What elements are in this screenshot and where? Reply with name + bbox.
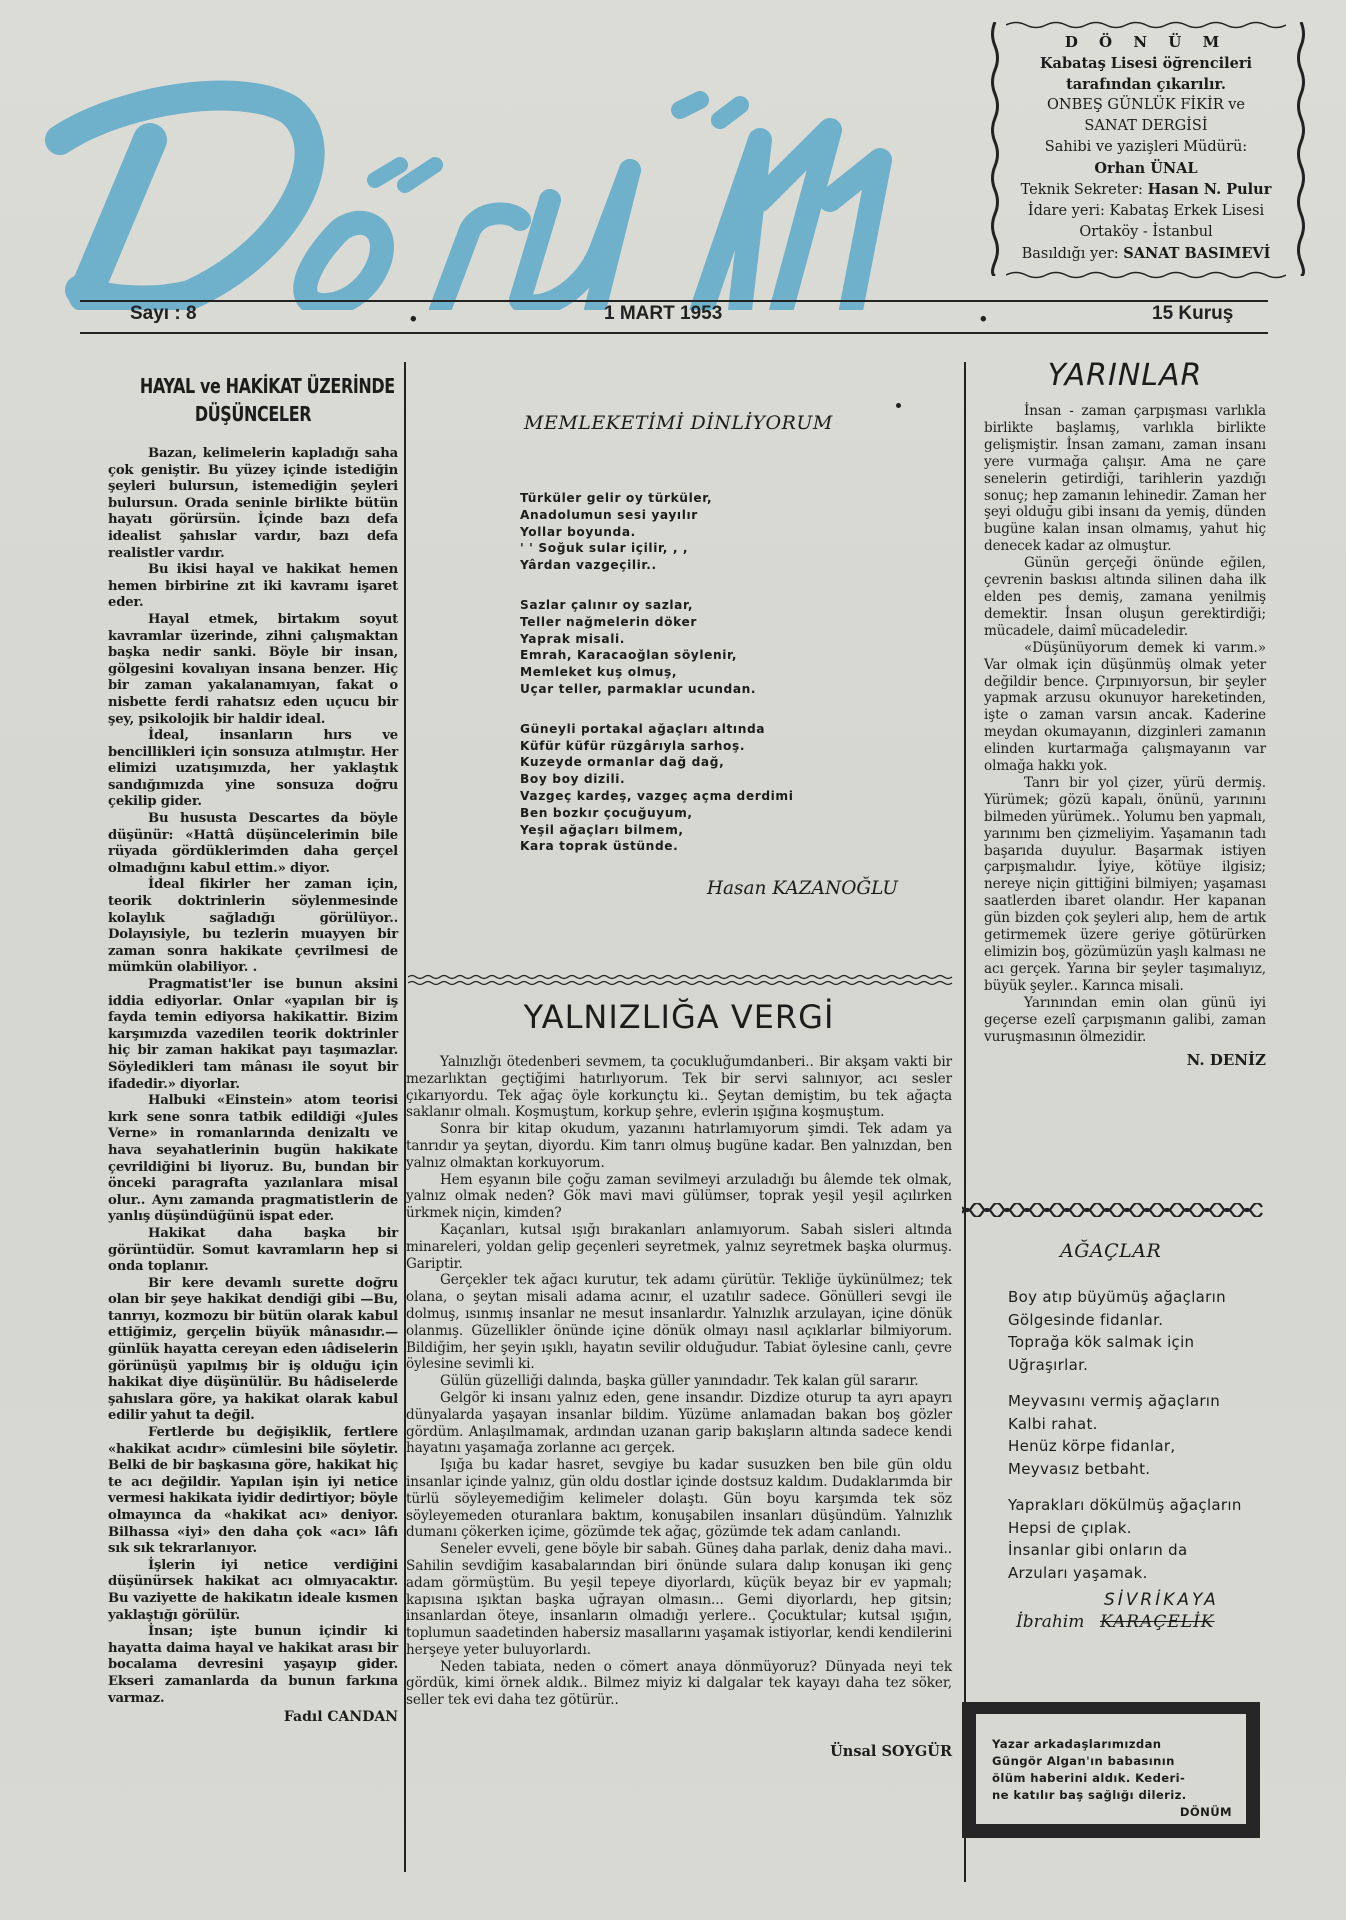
issue-date: 1 MART 1953 [604,303,723,324]
poem-line: Yârdan vazgeçilir.. [520,558,657,573]
notice-line: Yazar arkadaşlarımızdan [992,1737,1162,1751]
poem-line: İnsanlar gibi onların da [1008,1541,1188,1559]
condolence-notice [962,1702,1260,1838]
poem-stanza [1008,1390,1268,1480]
infobox-title: D Ö N Ü M [1064,33,1228,51]
wavy-divider-icon [408,974,956,986]
poem-line: Uğraşırlar. [1008,1355,1089,1374]
infobox-city: Ortaköy - İstanbul [1079,224,1213,240]
paragraph: Halbuki «Einstein» atom teorisi kırk sene sonra tatbik edildiği «Jules Verne» in romanlarında denizaltı ve hava seyahatlerinin bugün hakikate çevrildiğini bi liyoruz. Bu, bundan bir önceki paragrafta yazılanlara misal olur.. Aynı zamanda pragmatistlerin de yanlış düşündüğünü ispat eder. [108,1093,398,1225]
paragraph: Bazan, kelimelerin kapladığı saha çok geniştir. Bu yüzey içinde istediğin şeyleri bulursun, istemediğin şeyleri bulursun. Orada seninle birlikte bütün hayatı görürsün. İçinde bazı defa idealist şahıslar vardır, bazı defa realistler vardır. [108,446,398,561]
article-yarinlar [984,358,1266,1069]
article-title [139,372,395,428]
poem-line: Anadolumun sesi yayılır [520,507,698,522]
article-title: YALNIZLIĞA VERGİ [523,998,835,1036]
poem-line: Meyvasız betbaht. [1008,1459,1151,1478]
paragraph: Kaçanları, kutsal ışığı bırakanları anlamıyorum. Sabah sisleri altında minareleri, yoldan gelip geçenleri seyretmek, yalnız seyretmek başka olurmuş. Gariptir. [406,1221,952,1272]
paragraph: Gülün güzelliği dalında, başka güller yanındadır. Tek kalan gül sararır. [440,1373,919,1390]
ink-speck [896,403,901,408]
article-yalnizliga-vergi [406,998,952,1760]
paragraph: Günün gerçeği önünde eğilen, çevrenin baskısı altında silinen daha ilk elden pes demiş, zamana yenilmiş demektir. İnsan oluşun gerektirdiği; mücadele, daimî mücadeledir. [984,555,1266,639]
paragraph: Sonra bir kitap okudum, yazanını hatırlamıyorum şimdi. Tek adam ya tanrıdır ya şeytan, diyordu. Kim tanrı olmuş bugüne kadar. Ben yalnızdan, ben yalnız olmaktan korkuyorum. [406,1121,952,1171]
paragraph: Pragmatist'ler ise bunun aksini iddia ediyorlar. Onlar «yapılan bir iş fayda temin ediyorsa hakikattir. Bizim karşımızda vazedilen teorik doktrinler hiç bir zaman hakikat payı taşımazlar. Söyledikleri tam mânası ile soyut bir ifadedir.» diyorlar. [108,977,398,1092]
poem-line: Türküler gelir oy türküler, [520,491,713,505]
poem-author [1008,1590,1268,1646]
dateline-bottom-rule [80,332,1268,334]
poem-line: Arzuları yaşamak. [1008,1563,1148,1582]
paragraph: Yalnızlığı ötedenberi sevmem, ta çocukluğumdanberi.. Bir akşam vakti bir mezarlıktan geçtiğimi hatırlıyorum. Tek bir servi salınıyor, acı sesler çıkarıyordu. Tek ağaç öyle korkunçtu ki.. Şeytan demiştim, bu tek ağaçta saklanır olmalı. Koşmuştum, korkup şehre, evlerin ışığına koşmuştum. [406,1054,952,1121]
paragraph: Seneler evveli, gene böyle bir sabah. Güneş daha parlak, deniz daha mavi.. Sahilin sevdiğim kasabalarından biri önünde sulara dalıp konuşan iki genç adam görmüştüm. Bu yeşil tepeye diyorlardı, küçük beyaz bir ev yapmalı; kapısına ışıktan başka uğrayan olmasın... Gemi diyorlardı, hep gitsin; insanlardan öteye, insanların olmadığı yerlere.. Çocuktular; kutsal ışığın, toplumun saadetinden habersiz masallarını yaşamak istiyorlar, kendi kendilerini herşeye yeter buluyorlardı. [406,1541,952,1658]
braid-divider-icon [962,1203,1267,1217]
handwritten-surname: SİVRİKAYA [1104,1590,1219,1610]
tech-value: Hasan N. Pulur [1147,181,1272,198]
notice-line: ölüm haberini aldık. Kederi- [992,1771,1186,1785]
paragraph: Yarınından emin olan günü iyi geçerse ezelî çarpışmanın galibi, zaman vuruşmasının ölmezidir. [984,994,1266,1045]
dateline-top-rule [80,300,1268,302]
infobox-line: tarafından çıkarılır. [1066,76,1226,93]
issue-number: Sayı : 8 [130,303,197,324]
infobox-office [1000,201,1292,222]
notice-signature: DÖNÜM [1179,1805,1232,1819]
article-author: Fadıl CANDAN [283,1709,398,1726]
article-author: N. DENİZ [1186,1051,1266,1070]
poem-line: Boy boy dizili. [520,772,626,787]
infobox-line: Kabataş Lisesi öğrencileri [1039,55,1253,72]
poem-line: Toprağa kök salmak için [1008,1333,1195,1351]
poem-stanza [1008,1494,1268,1584]
poem-line: Kuzeyde ormanlar dağ dağ, [520,755,725,770]
bullet-icon: • [410,309,417,330]
poem-stanza [520,597,920,698]
author-struck-surname: KARAÇELİK [1100,1612,1215,1632]
paragraph: İdeal fikirler her zaman için, teorik doktrinlerin söylenmesinde kolaylık sağladığı görülüyor.. Dolayısiyle, bu tezlerin muayyen bir zaman sonra hakikate çevrilmesi de mümkün olabiliyor. . [108,877,398,976]
poem-line: Memleket kuş olmuş, [520,665,678,680]
wave-border-bottom-icon [1006,270,1286,280]
poem-line: Yeşil ağaçları bilmem, [520,822,684,837]
paragraph: Tanrı bir yol çizer, yürü dermiş. Yürümek; gözü kapalı, önünü, yarınını bilmeden yürümek.. Yolumu ben yapmalı, yarınımı ben çizmeliyim. Yaşamanın tadı başarıda duyulur. Başarmak istiyen çarpışmalıdır. İyiye, kötüye ilgisiz; nereye niçin gittiğini bilmiyen; yaşaması saatlerden ibaret olandır. Her kapanan gün bizden çok şeyleri alıp, hem de artık getirmemek üzere geriye götürürken elimizin boş, gözümüzün yaşlı kalması ne acı gerçek. Yarına bir şeyler taşımalıyız, büyük şeyler.. Karınca misali. [984,774,1266,994]
title-line: HAYAL ve HAKİKAT ÜZERİNDE [139,374,395,398]
poem-line: Güneyli portakal ağaçları altında [520,721,766,736]
paragraph: Işığa bu kadar hasret, sevgiye bu kadar susuzken ben bile gün oldu insanlar içinde yalnız, gün oldu dostlar içinde dostsuz kaldım. Dudaklarımda bir türlü söyleyemediğim kelimeler dolaştı. Gün boyu karşımda tek söz söyleyemeden oturanlara baktım, konuşabilen insanları düşündüm. Yalnızlık dumanı çökerken içime, gözümde tek ağaç, gözümde tek adam canlandı. [406,1457,952,1541]
poem-line: ' ' Soğuk sular içilir, , , [520,541,689,556]
poem-line: Yaprakları dökülmüş ağaçların [1008,1496,1242,1514]
paragraph: Hakikat daha başka bir görüntüdür. Somut kavramların hep si onda toplanır. [108,1225,398,1275]
paragraph: İnsan; işte bunun içindir ki hayatta daima hayal ve hakikat arası bir bocalama devresini yaşayıp gider. Ekseri zamanlarda da bunun farkına varmaz. [108,1624,398,1706]
poem-line: Kalbi rahat. [1008,1414,1098,1433]
office-label: İdare yeri: [1027,203,1105,219]
poem-line: Sazlar çalınır oy sazlar, [520,597,694,612]
paragraph: Gerçekler tek ağacı kurutur, tek adamı çürütür. Tekliğe üykünülmez; tek olana, o şeytan misali adama acınır, el uzatılır sadece. Gönülleri sevgi ile dolmuş, ısınmış insanlar ne mesut insanlardır. Yalnızlık arzulayan, içine dönük olanmış. Güzellikler önünde içine dönük olmayı nasıl açıklarlar bilmiyorum. Bildiğim, her şeyin ışıklı, hayatın sevilir olduğudur. Tabiat öylesine canlı, çevre öylesine sevimli ki. [406,1272,952,1373]
article-title: YARINLAR [1047,358,1203,393]
wave-border-left-icon [990,22,1000,276]
poem-stanza [520,490,920,574]
poem-stanza [1008,1286,1268,1376]
poem-title: MEMLEKETİMİ DİNLİYORUM [524,412,833,434]
poem-line: Vazgeç kardeş, vazgeç açma derdimi [520,788,794,803]
infobox-line: Sahibi ve yazişleri Müdürü: [1044,139,1248,155]
dateline [80,303,1268,329]
poem-line: Henüz körpe fidanlar, [1008,1437,1176,1455]
issue-price: 15 Kuruş [1152,303,1234,324]
paragraph: İdeal, insanların hırs ve bencillikleri için sonsuza atılmıştır. Her elimizi uzatışımızda, her yaklaştık sandığımızda yine sonsuza doğru çekilip gider. [108,728,398,810]
bullet-icon: • [980,309,987,330]
poem-line: Uçar teller, parmaklar ucundan. [520,681,757,696]
poem-line: Hepsi de çıplak. [1008,1518,1132,1537]
publisher-info-box [996,22,1296,276]
paragraph: Hem eşyanın bile çoğu zaman sevilmeyi arzuladığı bu âlemde tek olmak, yalnız olmak neden? Gök mavi mavi gülümser, toprak yeşil yeşil açılırken ürkmek niçin, kimden? [406,1171,952,1222]
press-value: SANAT BASIMEVİ [1123,245,1271,262]
poem-line: Gölgesinde fidanlar. [1008,1310,1164,1329]
poem-memleketimi-dinliyorum [520,412,920,899]
paragraph: «Düşünüyorum demek ki varım.» Var olmak için düşünmüş olmak yeter değildir bence. Çırpınıyorsun, bir şeyler yapmak arzusu okunuyor hareketinden, işte o zaman varsın ancak. Kaderine meydan okumayanın, dizginleri zamanın elinden kurtarmağa çalışmayanın var olmağa hakkı yok. [984,639,1266,775]
poem-line: Teller nağmelerin döker [520,614,697,629]
infobox-press [1000,243,1292,265]
infobox-line: Orhan ÜNAL [1094,160,1198,177]
poem-line: Ben bozkır çocuğuyum, [520,805,693,820]
author-first-name: İbrahim [1016,1612,1085,1632]
poem-stanza [520,721,920,855]
article-author: Ünsal SOYGÜR [830,1743,952,1761]
infobox-tech-secretary [1000,179,1292,201]
infobox-line: SANAT DERGİSİ [1084,118,1208,134]
paragraph: Neden tabiata, neden o cömert anaya dönmüyoruz? Dünyada neyi tek gördük, kimi örnek aldık.. Bilmez miyiz ki dalgalar tek kayayı daha tez söker, seller tek evi daha tez götürür.. [406,1658,952,1709]
notice-line: Güngör Algan'ın babasının [992,1754,1175,1768]
paragraph: Gelgör ki insanı yalnız eden, gene insandır. Dizdize oturup ta ayrı apayrı dünyalarda yaşayan insanlar bildim. Yüzüme anlamadan bakan boş gözler gördüm. Anlaşılmamak, ardından uzanan garip bakışların altında sadece kendi hayatını yaşamağa zorlanne acı gerçek. [406,1389,952,1457]
poem-line: Kara toprak üstünde. [520,839,679,854]
notice-line: ne katılır baş sağlığı dileriz. [992,1788,1187,1802]
article-hayal-ve-hakikat [108,372,398,1725]
paragraph: Bir kere devamlı surette doğru olan bir şeye hakikat dendiği gibi —Bu, tanrıyı, kozmozu bir bütün olarak kabul ettiğimiz, gerçelin büyük mânasıdır.— günlük hayatta cereyan eden ıâdiselerin görünüşü yapılmış bir iş olduğu için hakikat diye düşünülür. Bu hâdiselerde şahıslara göre, ya hakikat olarak kabul edilir yahut ta değil. [108,1275,398,1424]
paragraph: Fertlerde bu değişiklik, fertlere «hakikat acıdır» cümlesini bile söyletir. Belki de bir başkasına göre, hakikat hiç te acı değildir. Yapılan işin iyi netice vermesi hakikata iyidir dedirtiyor; böyle olmayınca da «hakikat acı» deniyor. Bilhassa «iyi» den daha çok «acı» lâfı sık sık tekrarlanıyor. [108,1425,398,1557]
paragraph: İşlerin iyi netice verdiğini düşünürsek hakikat acı olmıyacaktır. Bu vaziyette de hakikatın ideale kısmen yaklaştığı görülür. [108,1557,398,1623]
paragraph: Hayal etmek, birtakım soyut kavramlar üzerinde, zihni çalışmaktan başka nedir sanki. Böyle bir insan, gölgesini kovalıyan insana benzer. Hiç bir zaman yakalanamıyan, fakat o nisbette ferdi rahatsız eden uçucu bir şey, psikolojik bir haldir ideal. [108,611,398,727]
poem-line: Küfür küfür rüzgârıyla sarhoş. [520,738,746,753]
notice-body [976,1714,1246,1824]
press-label: Basıldığı yer: [1021,246,1119,262]
wave-border-top-icon [1006,20,1286,30]
paragraph: Bu ikisi hayal ve hakikat hemen hemen birbirine zıt iki kavramı işaret eder. [108,562,398,611]
title-line: DÜŞÜNCELER [194,402,312,426]
poem-title: AĞAÇLAR [1060,1240,1162,1262]
poem-line: Boy atıp büyümüş ağaçların [1008,1288,1226,1306]
poem-line: Yaprak misali. [520,631,625,646]
poem-line: Yollar boyunda. [520,524,636,539]
wave-border-right-icon [1296,22,1306,276]
tech-label: Teknik Sekreter: [1020,182,1143,198]
poem-line: Emrah, Karacaoğlan söylenir, [520,648,738,663]
poem-author: Hasan KAZANOĞLU [706,878,898,900]
paragraph: Bu hususta Descartes da böyle düşünür: «Hattâ düşüncelerimin bile rüyada gördüklerimden daha gerçel olmadığını kabul ettim.» diyor. [108,811,398,876]
poem-line: Meyvasını vermiş ağaçların [1008,1392,1221,1410]
office-value: Kabataş Erkek Lisesi [1109,203,1265,219]
paragraph: İnsan - zaman çarpışması varlıkla birlikte başlamış, varlıkla birlikte gelişmiştir. İnsan zamanı, zaman insanı yere vurmağa çalışır. Ama ne çare senelerin getirdiği, tarihlerin yazdığı sonuç; hep zamanın lehinedir. Zaman her şeyi olduğu gibi insanı da yemiş, dünden bugüne kalan insan olmamış, yahut hiç denecek kadar az olmuştur. [984,403,1266,555]
column-divider-right [964,362,966,1882]
masthead-logo [40,70,960,310]
infobox-line: ONBEŞ GÜNLÜK FİKİR ve [1047,97,1245,113]
poem-agaclar [1008,1240,1268,1646]
